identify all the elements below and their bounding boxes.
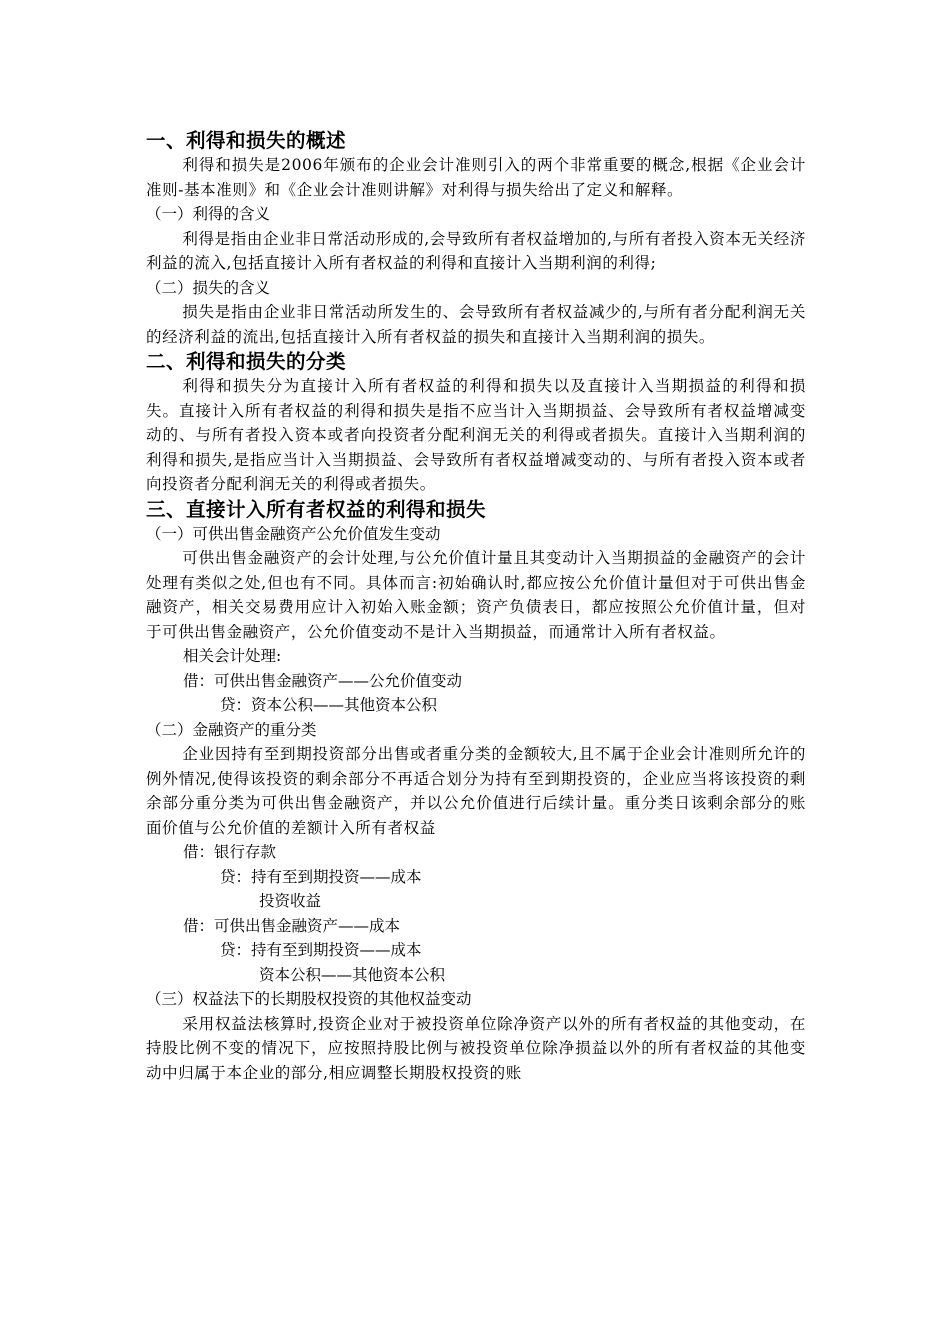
journal-entry-debit: 借：银行存款 bbox=[183, 843, 277, 861]
journal-entry-label: 相关会计处理: bbox=[183, 647, 282, 665]
section-3-heading: 三、直接计入所有者权益的利得和损失 bbox=[146, 497, 487, 521]
section-3-sub1-title: （一）可供出售金融资产公允价值发生变动 bbox=[146, 524, 441, 543]
section-3-sub3-title: （三）权益法下的长期股权投资的其他权益变动 bbox=[146, 990, 472, 1008]
section-1-sub1-text: 利得是指由企业非日常活动形成的,会导致所有者权益增加的,与所有者投入资本无关经济利益的流入,包括直接计入所有者权益的利得和直接计入当期利润的利得; bbox=[146, 229, 806, 272]
section-3-sub2-title: （二）金融资产的重分类 bbox=[146, 720, 317, 739]
section-1-intro: 利得和损失是2006年颁布的企业会计准则引入的两个非常重要的概念,根据《企业会计准则-基本准则》和《企业会计准则讲解》对利得与损失给出了定义和解释。 bbox=[146, 156, 806, 199]
section-2-heading: 二、利得和损失的分类 bbox=[146, 350, 347, 373]
document-body bbox=[146, 128, 806, 1085]
journal-entry-credit: 贷：持有至到期投资——成本 bbox=[220, 941, 422, 959]
journal-entry-credit: 贷：持有至到期投资——成本 bbox=[220, 867, 422, 886]
section-3-sub3-text: 采用权益法核算时,投资企业对于被投资单位除净资产以外的所有者权益的其他变动，在持股比例不变的情况下，应按照持股比例与被投资单位除净损益以外的所有者权益的其他变动中归属于本企业的部分,相应调整长期股权投资的账 bbox=[146, 1014, 806, 1082]
section-3-sub2-text: 企业因持有至到期投资部分出售或者重分类的金额较大,且不属于企业会计准则所允许的例外情况,使得该投资的剩余部分不再适合划分为持有至到期投资的，企业应当将该投资的剩余部分重分类为可供出售金融资产，并以公允价值进行后续计量。重分类日该剩余部分的账面价值与公允价值的差额计入所有者权益 bbox=[146, 745, 806, 837]
journal-entry-debit: 借：可供出售金融资产——公允价值变动 bbox=[183, 671, 463, 690]
journal-entry-credit: 贷：资本公积——其他资本公积 bbox=[220, 696, 438, 714]
section-1-heading: 一、利得和损失的概述 bbox=[146, 129, 347, 152]
journal-entry-credit-line: 投资收益 bbox=[259, 892, 322, 910]
section-3-sub1-text: 可供出售金融资产的会计处理,与公允价值计量且其变动计入当期损益的金融资产的会计处理有类似之处,但也有不同。具体而言:初始确认时,都应按公允价值计量但对于可供出售金融资产，相关交易费用应计入初始入账金额；资产负债表日，都应按照公允价值计量，但对于可供出售金融资产，公允价值变动不是计入当期损益，而通常计入所有者权益。 bbox=[146, 549, 806, 641]
journal-entry-debit: 借：可供出售金融资产——成本 bbox=[183, 916, 401, 935]
section-1-sub1-title: （一）利得的含义 bbox=[146, 205, 271, 223]
section-1-sub2-text: 损失是指由企业非日常活动所发生的、会导致所有者权益减少的,与所有者分配利润无关的经济利益的流出,包括直接计入所有者权益的损失和直接计入当期利润的损失。 bbox=[146, 303, 806, 346]
section-2-text: 利得和损失分为直接计入所有者权益的利得和损失以及直接计入当期损益的利得和损失。直接计入所有者权益的利得和损失是指不应当计入当期损益、会导致所有者权益增减变动的、与所有者投入资本或者向投资者分配利润无关的利得或者损失。直接计入当期利润的利得和损失,是指应当计入当期损益、会导致所有者权益增减变动的、与所有者投入资本或者向投资者分配利润无关的利得或者损失。 bbox=[146, 377, 806, 493]
section-1-sub2-title: （二）损失的含义 bbox=[146, 278, 271, 297]
journal-entry-credit-line: 资本公积——其他资本公积 bbox=[259, 965, 446, 984]
